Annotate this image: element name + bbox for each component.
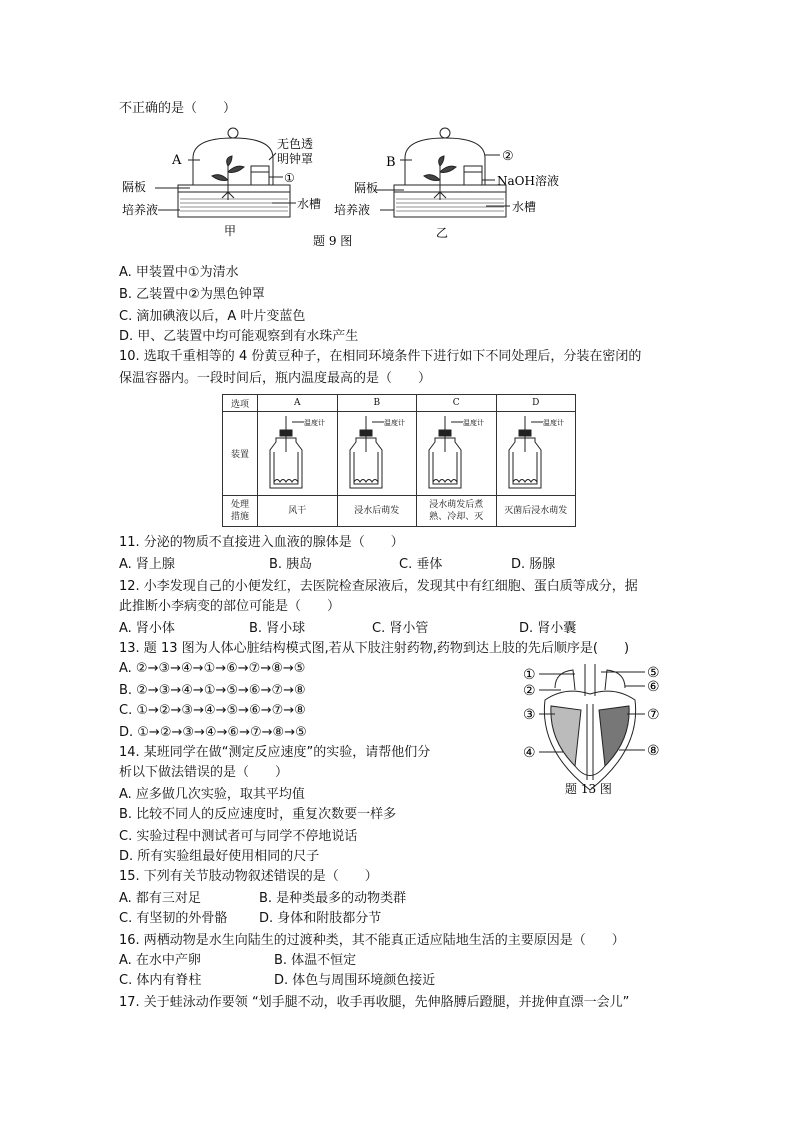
apparatus-cell-d	[496, 412, 576, 496]
q16-option-c: C. 体内有脊柱	[119, 973, 202, 988]
q14-stem-line-2: 析以下做法错误的是（ ）	[119, 765, 289, 780]
q16-stem: 16. 两栖动物是水生向陆生的过渡种类，其不能真正适应陆地生活的主要原因是（ ）	[119, 933, 625, 948]
q13-option-b: B. ②→③→④→①→⑤→⑥→⑦→⑧	[119, 683, 306, 698]
q13-option-d: D. ①→②→③→④→⑥→⑦→⑧→⑤	[119, 725, 307, 740]
heart-caption: 题 13 图	[565, 782, 612, 796]
label-1: ①	[284, 171, 295, 185]
apparatus-jia	[155, 128, 296, 217]
label-naoh: NaOH溶液	[497, 174, 559, 188]
heart-label-1: ①	[523, 667, 536, 683]
q15-option-d: D. 身体和附肢都分节	[259, 911, 382, 926]
q16-option-b: B. 体温不恒定	[274, 953, 357, 968]
label-partition-jia: 隔板	[122, 180, 147, 194]
heart-label-2: ②	[523, 683, 536, 699]
table-apparatus-label: 装置	[223, 412, 258, 496]
q10-stem-line-2: 保温容器内。一段时间后，瓶内温度最高的是（ ）	[119, 371, 432, 386]
q15-option-a: A. 都有三对足	[119, 891, 201, 906]
q13-option-c: C. ①→②→③→④→⑤→⑥→⑦→⑧	[119, 703, 306, 718]
thermos-flask-icon	[342, 412, 412, 492]
heart-label-6: ⑥	[647, 679, 660, 695]
apparatus-yi	[375, 128, 510, 217]
label-B: B	[386, 155, 396, 170]
figure-9	[0, 120, 794, 270]
q9-option-d: D. 甲、乙装置中均可能观察到有水珠产生	[119, 329, 359, 344]
q13-option-a: A. ②→③→④→①→⑥→⑦→⑧→⑤	[119, 661, 306, 676]
label-glass-line-1: 无色透	[277, 137, 314, 151]
caption-jia: 甲	[224, 224, 237, 238]
apparatus-cell-b	[337, 412, 417, 496]
thermos-flask-icon	[421, 412, 491, 492]
apparatus-cell-c	[417, 412, 497, 496]
heart-label-5: ⑤	[647, 665, 660, 681]
label-water-jia: 水槽	[297, 197, 322, 211]
q9-option-b: B. 乙装置中②为黑色钟罩	[119, 287, 265, 302]
label-medium-yi: 培养液	[334, 203, 371, 217]
heart-label-8: ⑧	[647, 743, 660, 759]
caption-yi: 乙	[436, 226, 449, 240]
label-partition-yi: 隔板	[354, 181, 379, 195]
thermometer-label-b: 温度计	[383, 419, 405, 427]
heart-label-3: ③	[523, 707, 536, 723]
question-9-tail: 不正确的是（ ）	[119, 101, 237, 116]
q10-table	[222, 394, 576, 527]
thermometer-label-d: 温度计	[542, 419, 564, 427]
label-glass-line-2: 明钟罩	[277, 152, 314, 166]
q15-option-b: B. 是种类最多的动物类群	[259, 891, 407, 906]
q12-stem-line-2: 此推断小李病变的部位可能是（ ）	[119, 599, 341, 614]
label-water-yi: 水槽	[512, 200, 537, 214]
table-option-c: C	[417, 395, 497, 412]
q15-stem: 15. 下列有关节肢动物叙述错误的是（ ）	[119, 869, 378, 884]
heart-diagram	[515, 660, 695, 800]
q15-option-c: C. 有坚韧的外骨骼	[119, 911, 228, 926]
q11-stem: 11. 分泌的物质不直接进入血液的腺体是（ ）	[119, 535, 404, 550]
q11-option-a: A. 肾上腺	[119, 557, 175, 572]
thermos-flask-icon	[262, 412, 332, 492]
q16-option-d: D. 体色与周围环境颜色接近	[274, 973, 436, 988]
label-2: ②	[502, 149, 514, 164]
q9-option-a: A. 甲装置中①为清水	[119, 265, 239, 280]
label-A: A	[172, 153, 182, 168]
q14-option-c: C. 实验过程中测试者可与同学不停地说话	[119, 829, 358, 844]
q12-option-b: B. 肾小球	[249, 621, 306, 636]
treatment-d: 灭菌后浸水萌发	[496, 496, 576, 527]
q10-stem-line-1: 10. 选取千重相等的 4 份黄豆种子，在相同环境条件下进行如下不同处理后，分装在密闭的	[119, 349, 642, 364]
q12-option-a: A. 肾小体	[119, 621, 175, 636]
q16-option-a: A. 在水中产卵	[119, 953, 201, 968]
treatment-c: 浸水萌发后煮 熟、冷却、灭	[417, 496, 497, 527]
q11-option-b: B. 胰岛	[269, 557, 313, 572]
label-medium-jia: 培养液	[122, 203, 159, 217]
table-option-b: B	[337, 395, 417, 412]
thermometer-label-c: 温度计	[463, 419, 485, 427]
apparatus-cell-a	[258, 412, 338, 496]
q14-option-d: D. 所有实验组最好使用相同的尺子	[119, 849, 320, 864]
q17-stem: 17. 关于蛙泳动作要领 “划手腿不动，收手再收腿，先伸胳膊后蹬腿，并拢伸直漂一会儿”	[119, 995, 630, 1010]
thermos-flask-icon	[501, 412, 571, 492]
q11-option-c: C. 垂体	[399, 557, 443, 572]
table-option-a: A	[258, 395, 338, 412]
q11-option-d: D. 肠腺	[511, 557, 556, 572]
treatment-b: 浸水后萌发	[337, 496, 417, 527]
q13-stem: 13. 题 13 图为人体心脏结构模式图,若从下肢注射药物,药物到达上肢的先后顺序是( )	[119, 641, 630, 656]
table-treatment-label: 处理 措施	[223, 496, 258, 527]
q12-stem-line-1: 12. 小李发现自己的小便发红，去医院检查尿液后，发现其中有红细胞、蛋白质等成分，据	[119, 579, 638, 594]
q14-option-b: B. 比较不同人的反应速度时，重复次数要一样多	[119, 807, 397, 822]
q12-option-c: C. 肾小管	[372, 621, 429, 636]
q14-stem-line-1: 14. 某班同学在做“测定反应速度”的实验，请帮他们分	[119, 745, 431, 760]
q9-option-c: C. 滴加碘液以后，A 叶片变蓝色	[119, 309, 306, 324]
heart-label-7: ⑦	[647, 707, 660, 723]
heart-label-4: ④	[523, 745, 536, 761]
table-header-label: 选项	[223, 395, 258, 412]
figure-9-caption: 题 9 图	[313, 234, 353, 248]
table-option-d: D	[496, 395, 576, 412]
q14-option-a: A. 应多做几次实验，取其平均值	[119, 787, 305, 802]
q12-option-d: D. 肾小囊	[519, 621, 577, 636]
thermometer-label-a: 温度计	[304, 419, 326, 427]
treatment-a: 风干	[258, 496, 338, 527]
